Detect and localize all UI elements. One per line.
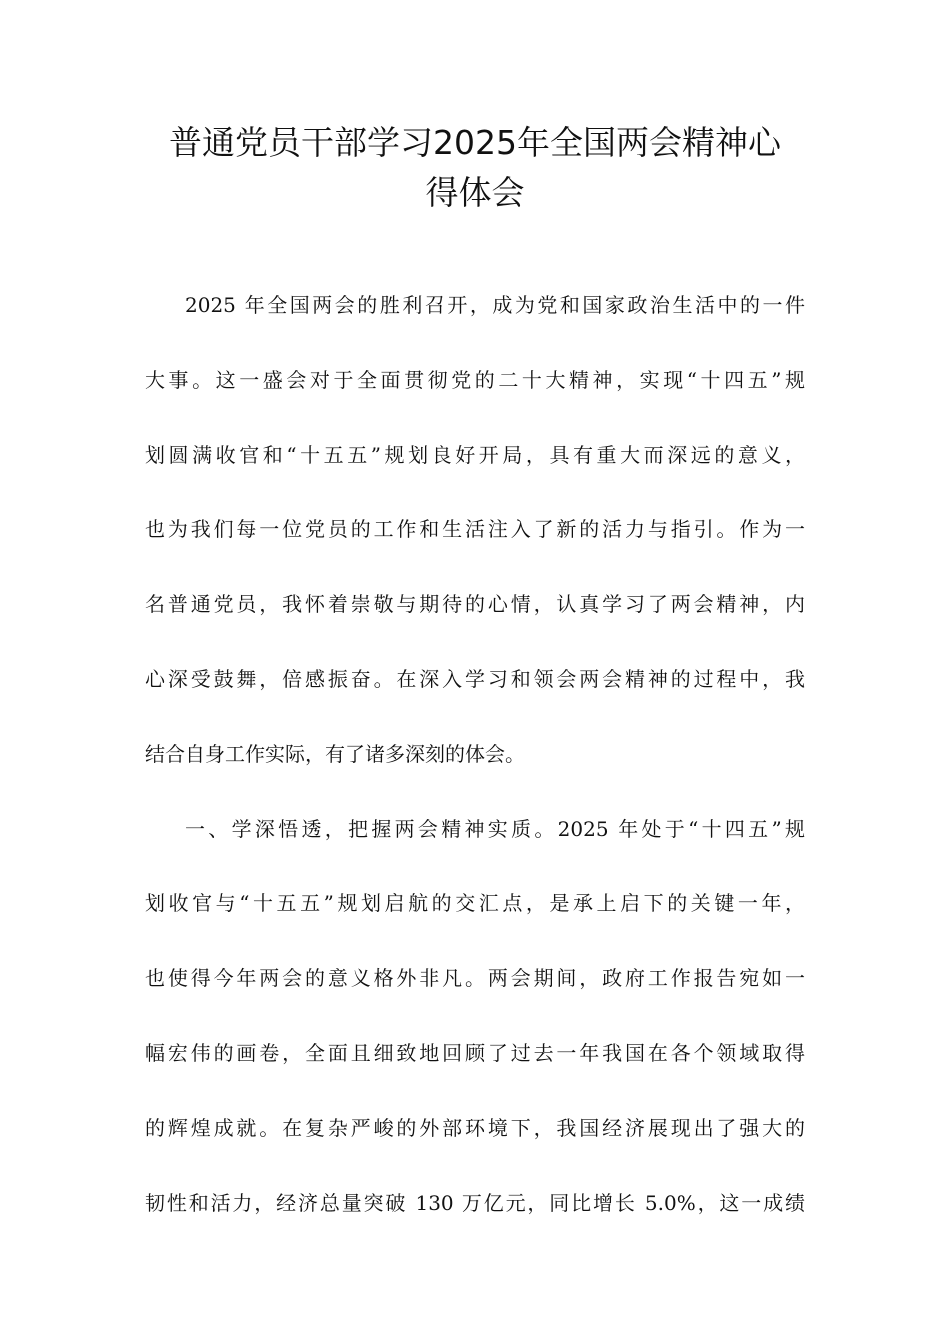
paragraph-line: 一、学深悟透，把握两会精神实质。2025 年处于“十四五”规: [185, 816, 805, 841]
paragraph-line: 也为我们每一位党员的工作和生活注入了新的活力与指引。作为一: [145, 517, 805, 542]
paragraph-line: 名普通党员，我怀着崇敬与期待的心情，认真学习了两会精神，内: [145, 592, 805, 617]
paragraph-line: 2025 年全国两会的胜利召开，成为党和国家政治生活中的一件: [185, 293, 805, 317]
document-title-line-2: 得体会: [425, 173, 525, 212]
paragraph-line: 大事。这一盛会对于全面贯彻党的二十大精神，实现“十四五”规: [145, 367, 805, 392]
paragraph-line: 也使得今年两会的意义格外非凡。两会期间，政府工作报告宛如一: [145, 966, 805, 991]
paragraph-line: 的辉煌成就。在复杂严峻的外部环境下，我国经济展现出了强大的: [145, 1115, 805, 1140]
paragraph-line: 划收官与“十五五”规划启航的交汇点，是承上启下的关键一年，: [145, 891, 805, 916]
paragraph-line: 划圆满收官和“十五五”规划良好开局，具有重大而深远的意义，: [145, 442, 805, 467]
paragraph-line: 幅宏伟的画卷，全面且细致地回顾了过去一年我国在各个领域取得: [145, 1041, 805, 1065]
paragraph-line: 韧性和活力，经济总量突破 130 万亿元，同比增长 5.0%，这一成绩: [145, 1190, 805, 1215]
paragraph-line: 结合自身工作实际，有了诸多深刻的体会。: [145, 741, 525, 766]
document-title-line-1: 普通党员干部学习2025年全国两会精神心: [169, 123, 781, 162]
paragraph-line: 心深受鼓舞，倍感振奋。在深入学习和领会两会精神的过程中，我: [145, 667, 805, 691]
